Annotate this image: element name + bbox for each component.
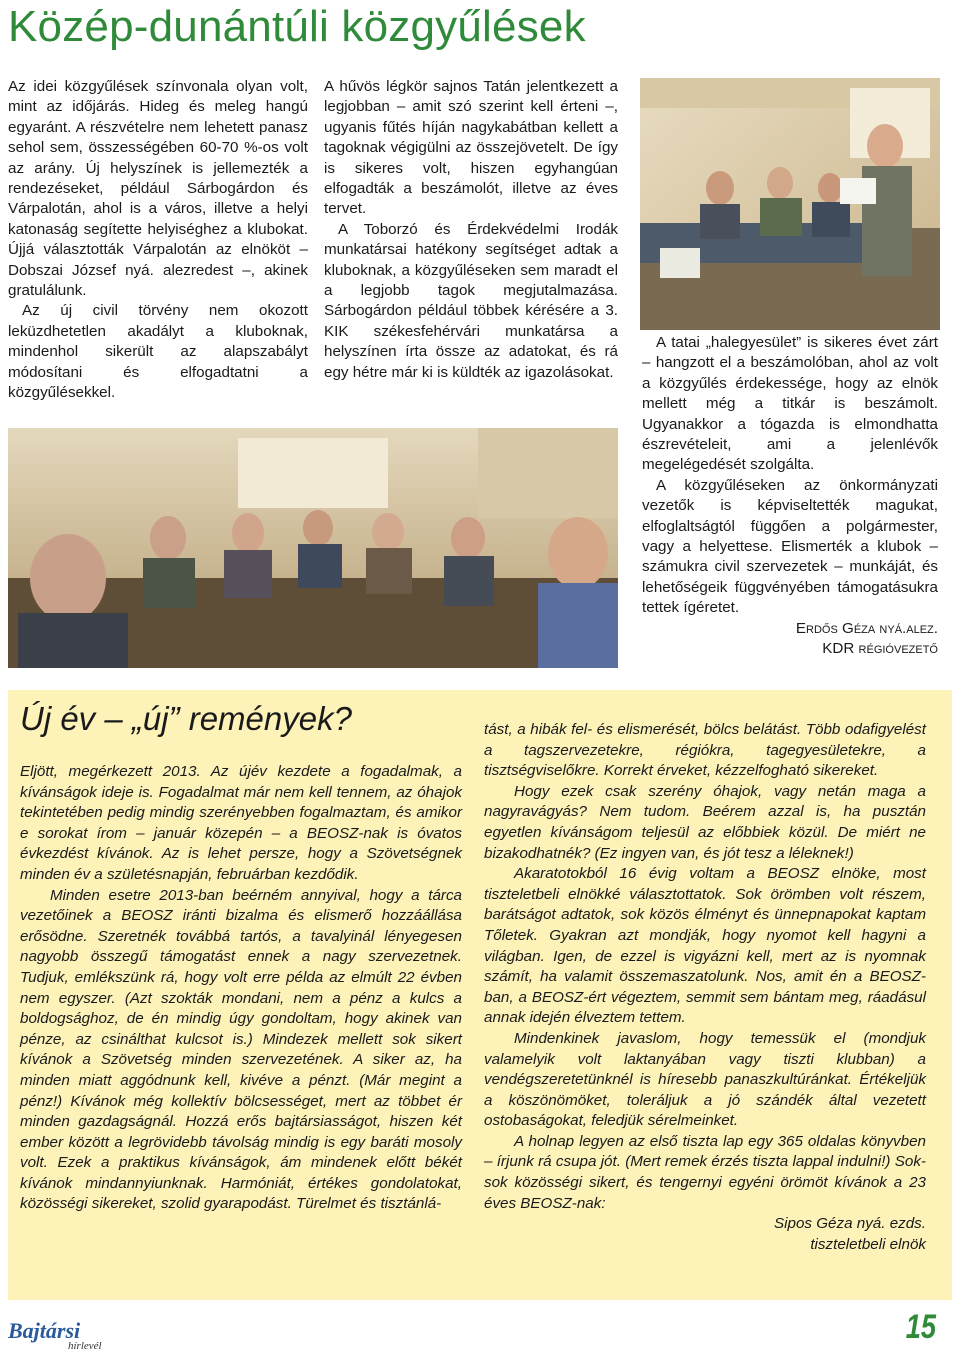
page-number: 15 <box>905 1308 937 1346</box>
paragraph: Az idei közgyűlések színvonala olyan volt, mint az időjárás. Hideg és meleg hangú egyaránt. A részvételre nem lehetett panasz sehol sem, összességében 60-70 %-os volt az arány. Új helyszínek is jellemezték a rendezéseket, például Sárbogárdon és Várpalotán, ahol is a város, illetve a helyi katonaság segítette helyiséghez a klubokat. Újjá választották Várpalotán az elnököt – Dobszai József nyá. alezredest –, akinek gratulálunk. <box>8 78 308 300</box>
author-title: KDR régióvezető <box>822 640 938 658</box>
paragraph: Akaratotokból 16 évig voltam a BEOSZ elnöke, most tiszteletbeli elnökké választottatok. Sok örömben volt részem, barátságot adtatok, sok közös élményt és ünnepnapokat kaptam Tőletek. Gyakran azt mondják, hogy nyomot kell hagyni a világban. Igen, de ezzel is vigyázni kell, mert az is nyomnak számít, ha valamit összemaszatolunk. Nos, amit én a BEOSZ-ban, a BEOSZ-ért végeztem, semmit sem bántam meg, ráadásul annak idején élveztem tettem. <box>484 865 926 1027</box>
editorial-column-left <box>20 762 462 1215</box>
paragraph: A hűvös légkör sajnos Tatán jelentkezett a legjobban – amit szó szerint kell érteni –, ugyanis fűtés híján nagykabátban kellett a tagoknak végigülni az összejövetelt. De így is sikeres volt, hiszen egyhangúan elfogadták a beszámolót, illetve az éves tervet. <box>324 78 618 218</box>
paragraph: Minden esetre 2013-ban beérném annyival, hogy a tárca vezetőinek a BEOSZ iránti bizalma és elismerő hozzáállása erősödne. Szeretnék továbbá tartós, a tavalyinál lényegesen nagyobb összegű támogatást ennek a nagy szervezetnek. Tudjuk, emlékszünk rá, hogy volt erre példa az elmúlt 22 évben nem egyszer. (Azt szokták mondani, nem a pénz a kulcs a boldogsághoz, de én mindig úgy gondoltam, hogy akinek van pénze, az csinálthat kulcsot is.) Mindezek mellett sok sikert kívánok a Szövetség minden szervezetének. A siker az, ha minden miatt aggódnunk kell, kivéve a pénzt. (Már megint a pénz!) Kívánok még kollektív bölcsességet, mert az többet ér minden gazdagságnál. Hozzá erős bajtársiasságot, hiszen két ember között a legrövidebb távolság mindig is egy baráti mosoly volt. Ezek a praktikus kívánságok, ám mindenek előtt békét kívánok mindannyiunknak. Harmóniát, értékes gondolatokat, közösségi sikereket, szolid gyarapodást. Türelmet és tisztánlá- <box>20 886 462 1213</box>
paragraph: A Toborzó és Érdekvédelmi Irodák munkatársai hatékony segítséget adtak a kluboknak, a közgyűléseken sem maradt el a legjobb tagok megjutalmazása. Sárbogárdon például többek kérésére a 3. KIK székesfehérvári munkatársa a helyszínen írta össze az adatokat, és rá egy hétre már ki is küldték az igazolásokat. <box>324 220 618 381</box>
signature-title: tiszteletbeli elnök <box>810 1235 926 1253</box>
publication-logo <box>8 1318 102 1352</box>
photo-meeting-speaker <box>640 78 940 330</box>
logo-text: Bajtársi <box>8 1318 81 1343</box>
editorial-title: Új év – „új” remények? <box>20 700 352 737</box>
article-column-2 <box>324 77 618 383</box>
article-column-3 <box>642 333 938 660</box>
paragraph: Hogy ezek csak szerény óhajok, vagy netán maga a nagyravágyás? Nem tudom. Beérem azzal is, ha pusztán egyetlen kívánságom teljesül az előbbiek közül. De miért ne bizakodhatnék? (Ez ingyen van, és jót tesz a léleknek!) <box>484 782 926 862</box>
signature-name: Sipos Géza nyá. ezds. <box>774 1215 926 1233</box>
paragraph: Az új civil törvény nem okozott leküzdhetetlen akadályt a kluboknak, mindenhol sikerült az alapszabályt módosítani és elfogadtatni a közgyűlésekkel. <box>8 302 308 402</box>
paragraph: Mindenkinek javaslom, hogy temessük el (mondjuk valamelyik volt laktanyában vagy tiszti klubban) a vendégszeretetünknél is híresebb panaszkultúránkat. Értékeljük a köszönömöket, toleráljuk a jó szándék által vezetett ostobaságokat, feledjük sérelmeinket. <box>484 1029 926 1130</box>
paragraph: A holnap legyen az első tiszta lap egy 365 oldalas könyvben – írjunk rá csupa jót. (Mert remek érzés tiszta lappal indulni!) Sok-sok közösségi sikert, és tengernyi egyéni örömöt kívánok a 23 éves BEOSZ-nak: <box>484 1132 926 1212</box>
photo-image <box>640 78 940 330</box>
paragraph: tást, a hibák fel- és elismerését, bölcs belátást. Több odafigyelést a tagszervezetekre, régiókra, tagegyesületekre, a tisztségviselőkre. Korrekt érveket, kézzelfogható sikereket. <box>484 721 926 780</box>
photo-image <box>8 428 618 668</box>
paragraph: Eljött, megérkezett 2013. Az újév kezdete a fogadalmak, a kívánságok ideje is. Fogadalmat már nem kell tennem, az óhajok tekintetében pedig mindig szerényebben fogalmaztam, és amikor e sorokat írom – január közepén – a BEOSZ-nak is óvatos évkezdést kívánok. Az is lehet persze, hogy a Szövetségnek minden év a születésnapján, februárban kezdődik. <box>20 763 462 883</box>
logo-subtext: hírlevél <box>68 1340 102 1352</box>
photo-audience <box>8 428 618 668</box>
paragraph: A tatai „halegyesület” is sikeres évet zárt – hangzott el a beszámolóban, ahol az volt a közgyűlés érdekessége, hogy az elnök mellett még a titkár is beszámolt. Ugyanakkor a tógazda is elmondhatta észrevételeit, ami a jelenlévők megelégedését szolgálta. <box>642 334 938 474</box>
paragraph: A közgyűléseken az önkormányzati vezetők is képviseltették magukat, elfoglaltságtól függően a polgármester, vagy a helyettese. Elismerték a klubok – számukra civil szervezetek – munkáját, és lehetőségeik függvényében támogatásukra tettek ígéretet. <box>642 476 938 617</box>
editorial-column-right <box>484 720 926 1255</box>
author-name: Erdős Géza nyá.alez. <box>795 619 938 637</box>
page-title: Közép-dunántúli közgyűlések <box>8 2 586 51</box>
article-column-1 <box>8 77 308 404</box>
